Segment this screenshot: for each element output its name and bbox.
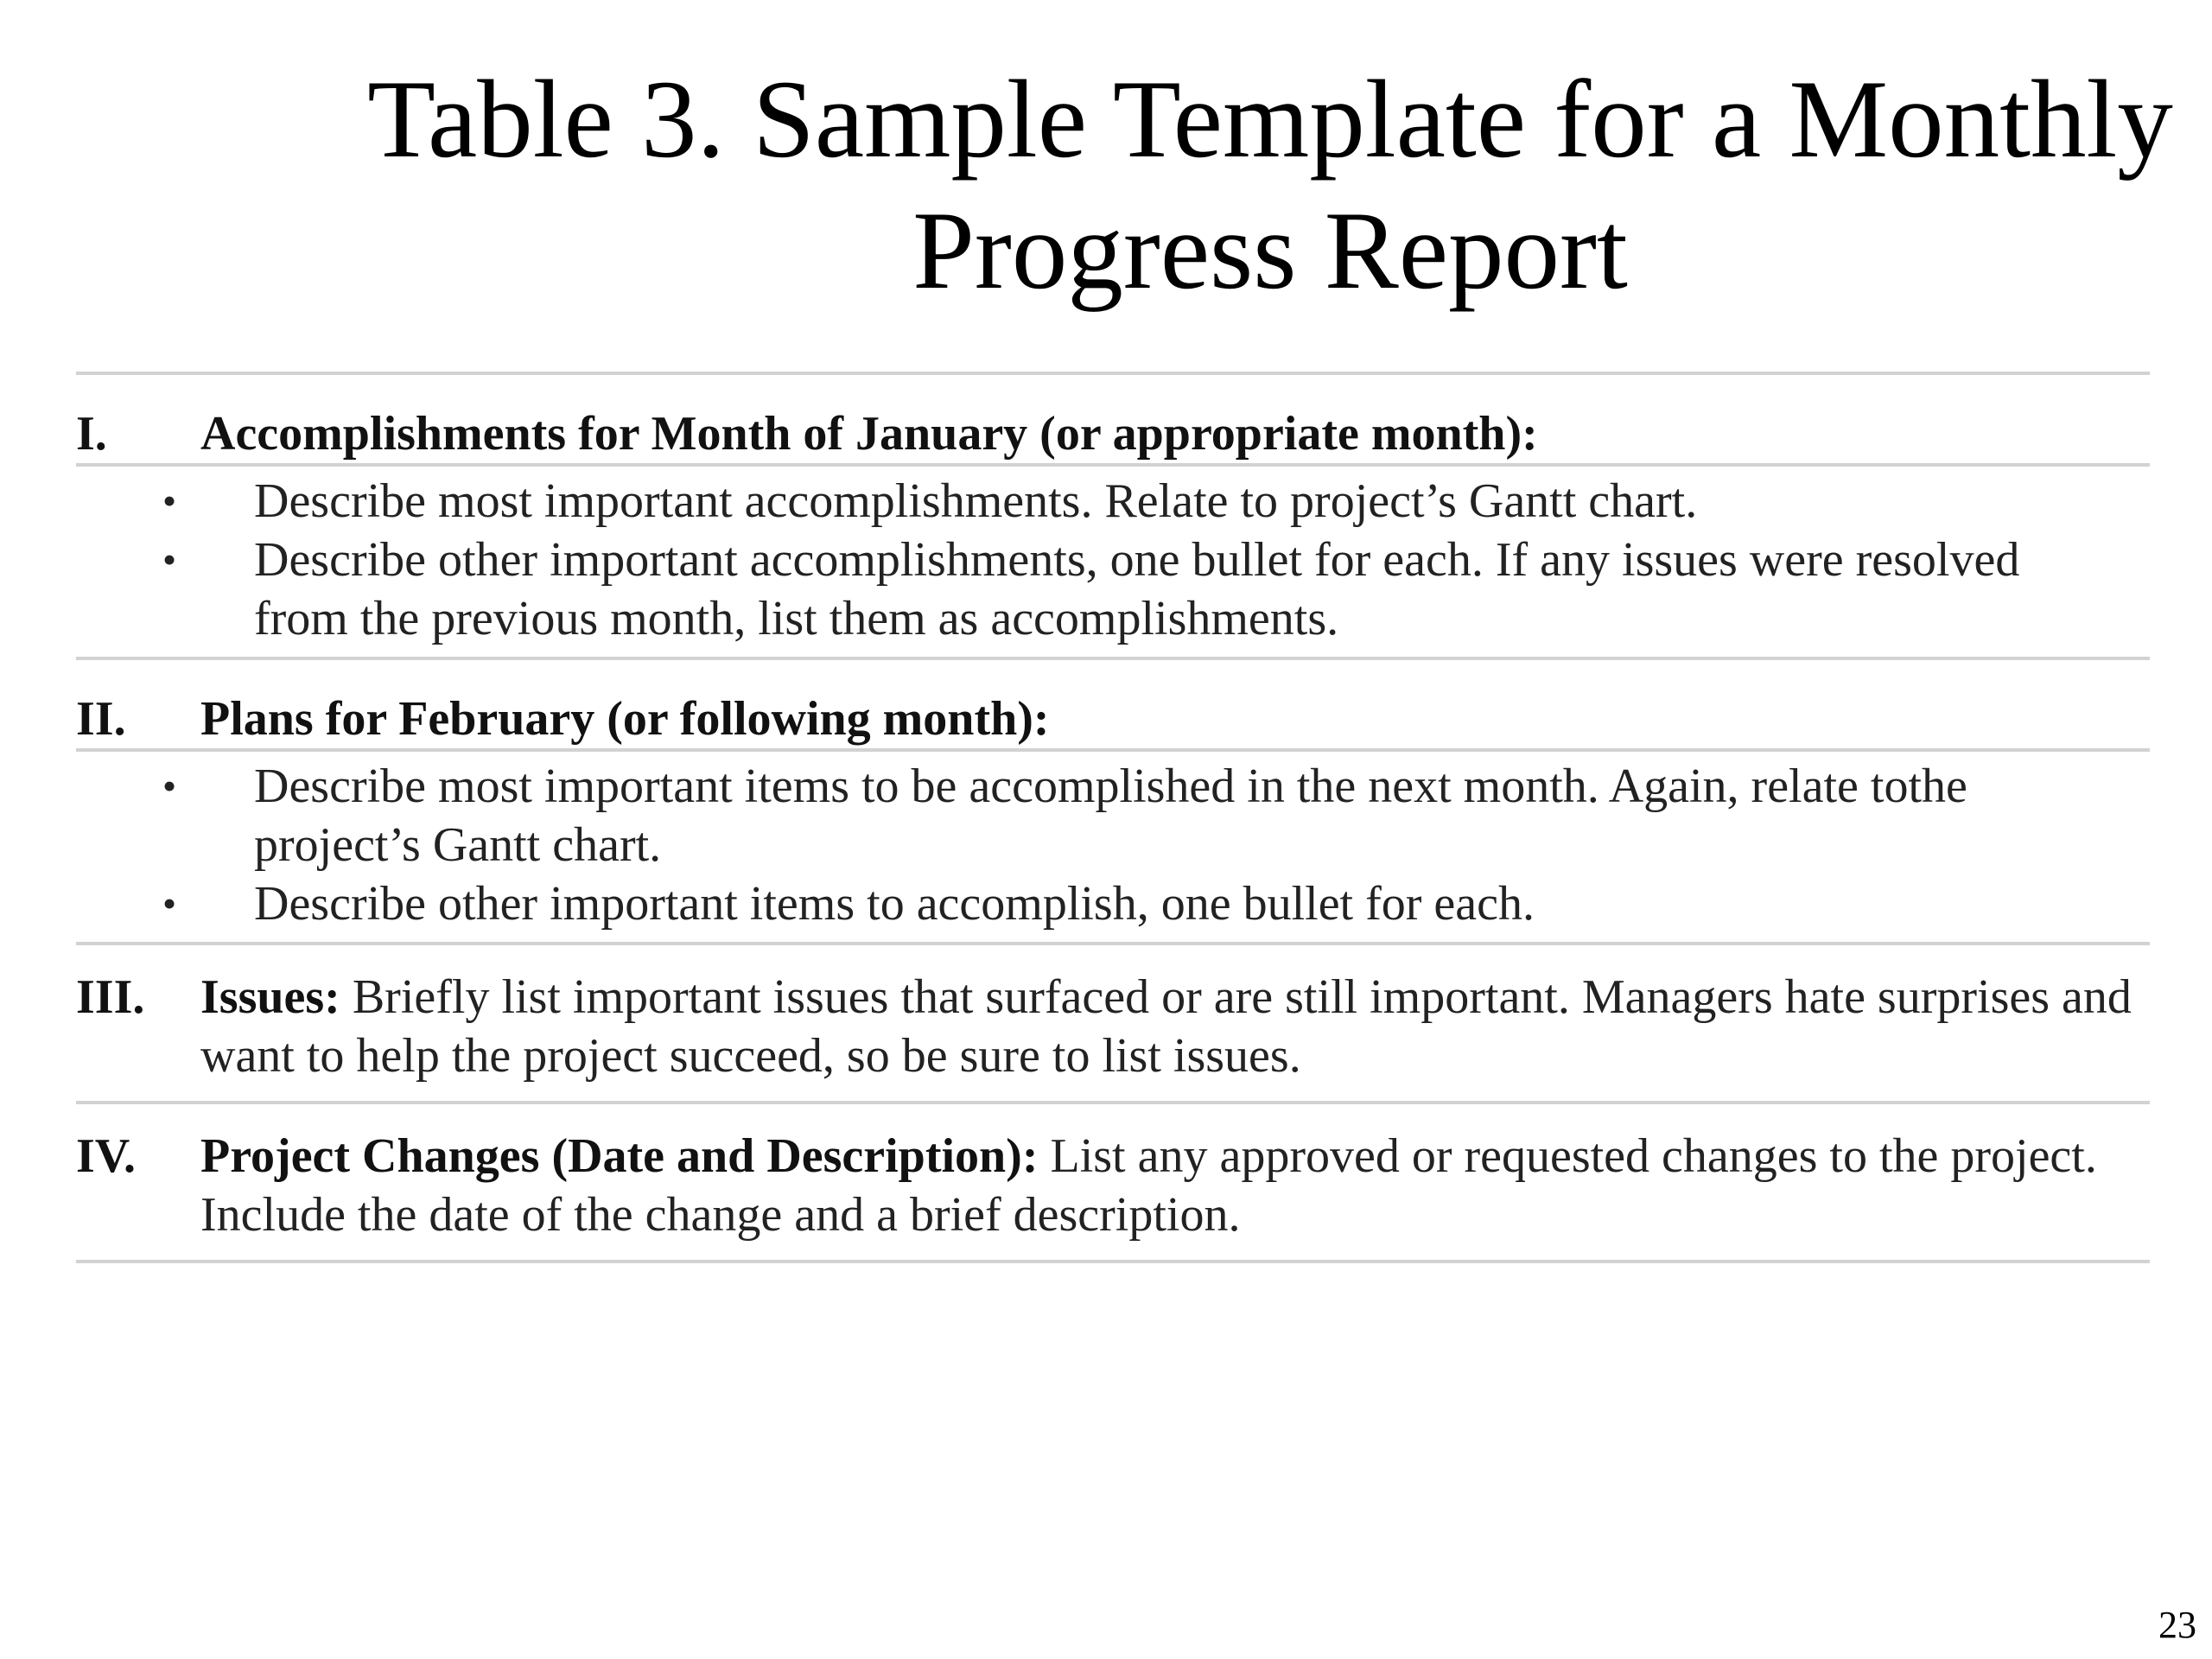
bullet-icon: • bbox=[162, 479, 177, 523]
section-4-body bbox=[200, 1127, 2150, 1244]
section-3-number: III. bbox=[76, 970, 145, 1024]
slide-title bbox=[346, 54, 2195, 316]
section-2-header bbox=[76, 660, 2150, 748]
section-4 bbox=[76, 1104, 2150, 1260]
list-item bbox=[76, 531, 2150, 648]
bullet-icon: • bbox=[162, 537, 177, 582]
section-4-number: IV. bbox=[76, 1129, 137, 1183]
bullet-icon: • bbox=[162, 881, 177, 925]
list-item bbox=[76, 757, 2150, 874]
slide-title-line-2: Progress Report bbox=[912, 188, 1628, 312]
list-item bbox=[76, 472, 2150, 531]
slide-title-line-1: Table 3. Sample Template for a Monthly bbox=[367, 57, 2173, 181]
table-divider bbox=[76, 1260, 2150, 1263]
section-1-bullet-list bbox=[76, 467, 2150, 657]
section-1-header bbox=[76, 375, 2150, 463]
section-3-text: Briefly list important issues that surfaced or are still important. Managers hate surprises and want to help the project succeed, so be sure to list issues. bbox=[200, 970, 2132, 1083]
section-1-heading: Accomplishments for Month of January (or appropriate month): bbox=[200, 407, 1538, 461]
section-2-bullet-list bbox=[76, 752, 2150, 942]
bullet-icon: • bbox=[162, 764, 177, 808]
bullet-text: Describe other important accomplishments, one bullet for each. If any issues were resolved from the previous month, list them as accomplishments. bbox=[254, 533, 2020, 645]
bullet-text: Describe most important items to be accomplished in the next month. Again, relate tothe project’s Gantt chart. bbox=[254, 760, 1967, 872]
section-3-heading: Issues: bbox=[200, 970, 340, 1024]
section-2-number: II. bbox=[76, 692, 126, 746]
bullet-text: Describe other important items to accomplish, one bullet for each. bbox=[254, 877, 1535, 931]
section-1-number: I. bbox=[76, 407, 107, 461]
section-4-text: List any approved or requested changes to the project. Include the date of the change and a brief description. bbox=[200, 1129, 2097, 1242]
section-4-heading: Project Changes (Date and Description): bbox=[200, 1129, 1039, 1183]
section-3 bbox=[76, 945, 2150, 1101]
bullet-text: Describe most important accomplishments. Relate to project’s Gantt chart. bbox=[254, 474, 1698, 528]
page-number: 23 bbox=[2158, 1604, 2196, 1646]
report-template-table bbox=[76, 372, 2150, 1263]
section-3-body bbox=[200, 968, 2150, 1085]
section-2-heading: Plans for February (or following month): bbox=[200, 692, 1050, 746]
list-item bbox=[76, 874, 2150, 933]
